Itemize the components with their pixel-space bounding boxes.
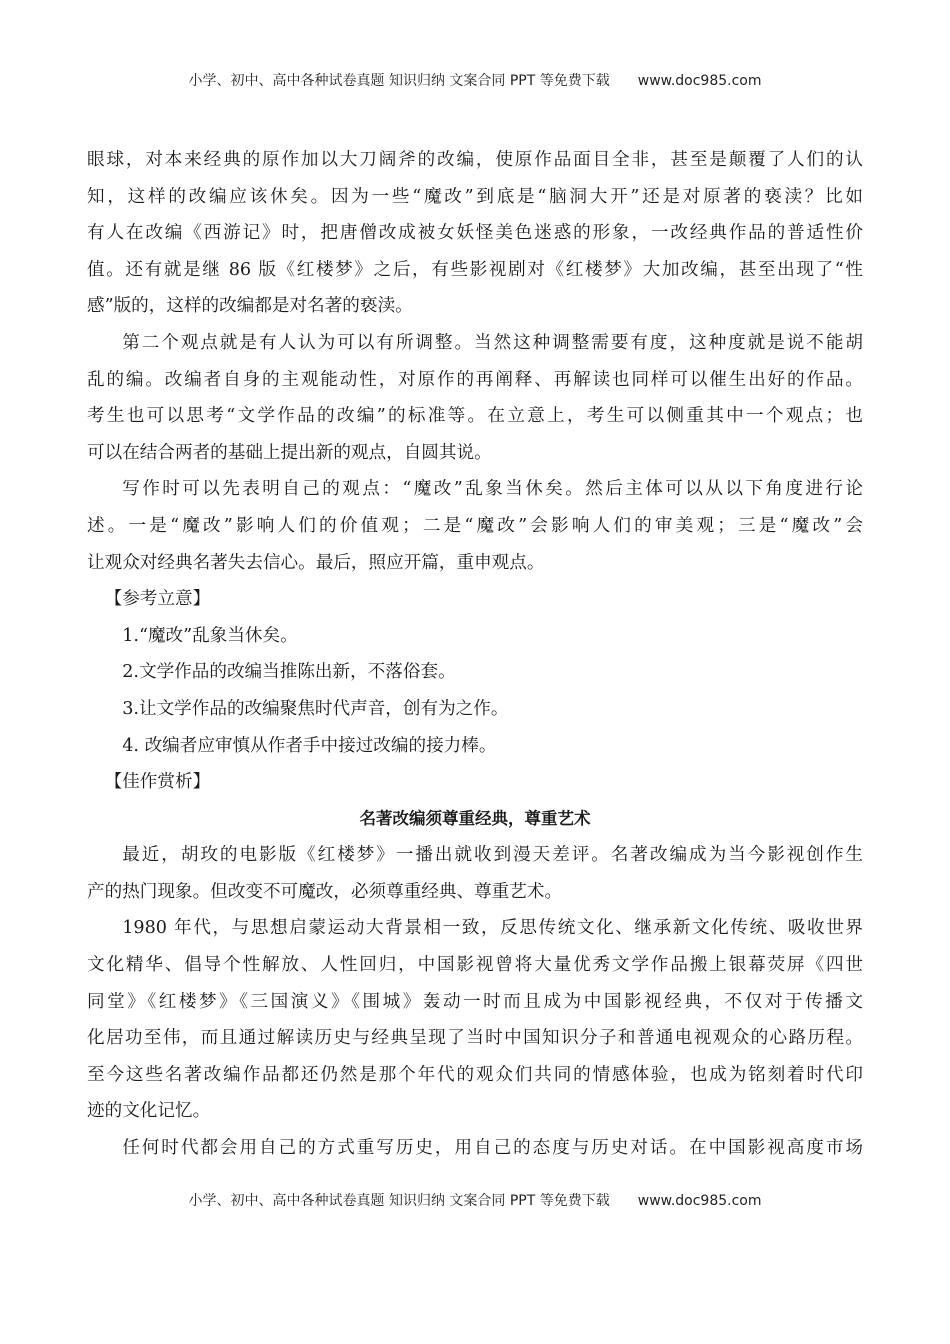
text-line: 让观众对经典名著失去信心。最后，照应开篇，重申观点。 (87, 552, 545, 573)
paragraph-2 (87, 325, 863, 471)
text-line: 乱的编。改编者自身的主观能动性，对原作的再阐释、再解读也同样可以催生出好的作品。 (87, 369, 863, 390)
reference-item-2: 2.文学作品的改编当推陈出新，不落俗套。 (122, 662, 456, 683)
text-line: 可以在结合两者的基础上提出新的观点，自圆其说。 (87, 442, 492, 463)
footer-url-link[interactable]: www.doc985.com (637, 1193, 762, 1209)
reference-item-1: 1.“魔改”乱象当休矣。 (122, 625, 298, 646)
text-line: 有人在改编《西游记》时，把唐僧改成被女妖怪美色迷惑的形象，一改经典作品的普适性价 (87, 223, 863, 244)
text-line: 迹的文化记忆。 (87, 1101, 211, 1122)
text-line: 述。一是“魔改”影响人们的价值观；二是“魔改”会影响人们的审美观；三是“魔改”会 (87, 515, 863, 536)
reference-heading: 【参考立意】 (104, 589, 211, 610)
paragraph-3 (87, 471, 863, 581)
text-line: 知，这样的改编应该休矣。因为一些“魔改”到底是“脑洞大开”还是对原著的亵渎？比如 (87, 186, 863, 207)
text-line: 同堂》《红楼梦》《三国演义》《围城》轰动一时而且成为中国影视经典，不仅对于传播文 (87, 991, 863, 1012)
header-url-link[interactable]: www.doc985.com (637, 73, 762, 89)
text-line: 感”版的，这样的改编都是对名著的亵渎。 (87, 296, 413, 317)
paragraph-1 (87, 142, 863, 325)
reference-item-3: 3.让文学作品的改编聚焦时代声音，创有为之作。 (122, 698, 509, 719)
essay-heading: 【佳作赏析】 (104, 772, 211, 793)
text-line: 1980 年代，与思想启蒙运动大背景相一致，反思传统文化、继承新文化传统、吸收世界 (122, 918, 863, 939)
footer-text: 小学、初中、高中各种试卷真题 知识归纳 文案合同 PPT 等免费下载 (188, 1193, 610, 1209)
text-line: 文化精华、倡导个性解放、人性回归，中国影视曾将大量优秀文学作品搬上银幕荧屏《四世 (87, 955, 863, 976)
text-line: 值。还有就是继 86 版《红楼梦》之后，有些影视剧对《红楼梦》大加改编，甚至出现了“性 (87, 259, 863, 280)
text-line: 写作时可以先表明自己的观点：“魔改”乱象当休矣。然后主体可以从以下角度进行论 (122, 479, 863, 500)
text-line: 化居功至伟，而且通过解读历史与经典呈现了当时中国知识分子和普通电视观众的心路历程。 (87, 1028, 863, 1049)
text-line: 考生也可以思考“文学作品的改编”的标准等。在立意上，考生可以侧重其中一个观点；也 (87, 406, 863, 427)
text-line: 至今这些名著改编作品都还仍然是那个年代的观众们共同的情感体验，也成为铭刻着时代印 (87, 1064, 863, 1085)
text-line: 任何时代都会用自己的方式重写历史，用自己的态度与历史对话。在中国影视高度市场 (122, 1138, 863, 1159)
text-line: 眼球，对本来经典的原作加以大刀阔斧的改编，使原作品面目全非，甚至是颠覆了人们的认 (87, 150, 863, 170)
document-body (87, 142, 863, 1167)
page-footer (0, 1190, 950, 1210)
text-line: 产的热门现象。但改变不可魔改，必须尊重经典、尊重艺术。 (87, 881, 563, 902)
text-line: 最近，胡玫的电影版《红楼梦》一播出就收到漫天差评。名著改编成为当今影视创作生 (122, 845, 863, 866)
page-header (0, 70, 950, 90)
essay-paragraph-1 (87, 837, 863, 910)
text-line: 第二个观点就是有人认为可以有所调整。当然这种调整需要有度，这种度就是说不能胡 (122, 332, 863, 353)
essay-paragraph-3 (87, 1130, 863, 1167)
essay-title: 名著改编须尊重经典，尊重艺术 (359, 808, 591, 828)
essay-paragraph-2 (87, 910, 863, 1130)
header-text: 小学、初中、高中各种试卷真题 知识归纳 文案合同 PPT 等免费下载 (188, 73, 610, 89)
reference-item-4: 4. 改编者应审慎从作者手中接过改编的接力棒。 (122, 735, 497, 756)
